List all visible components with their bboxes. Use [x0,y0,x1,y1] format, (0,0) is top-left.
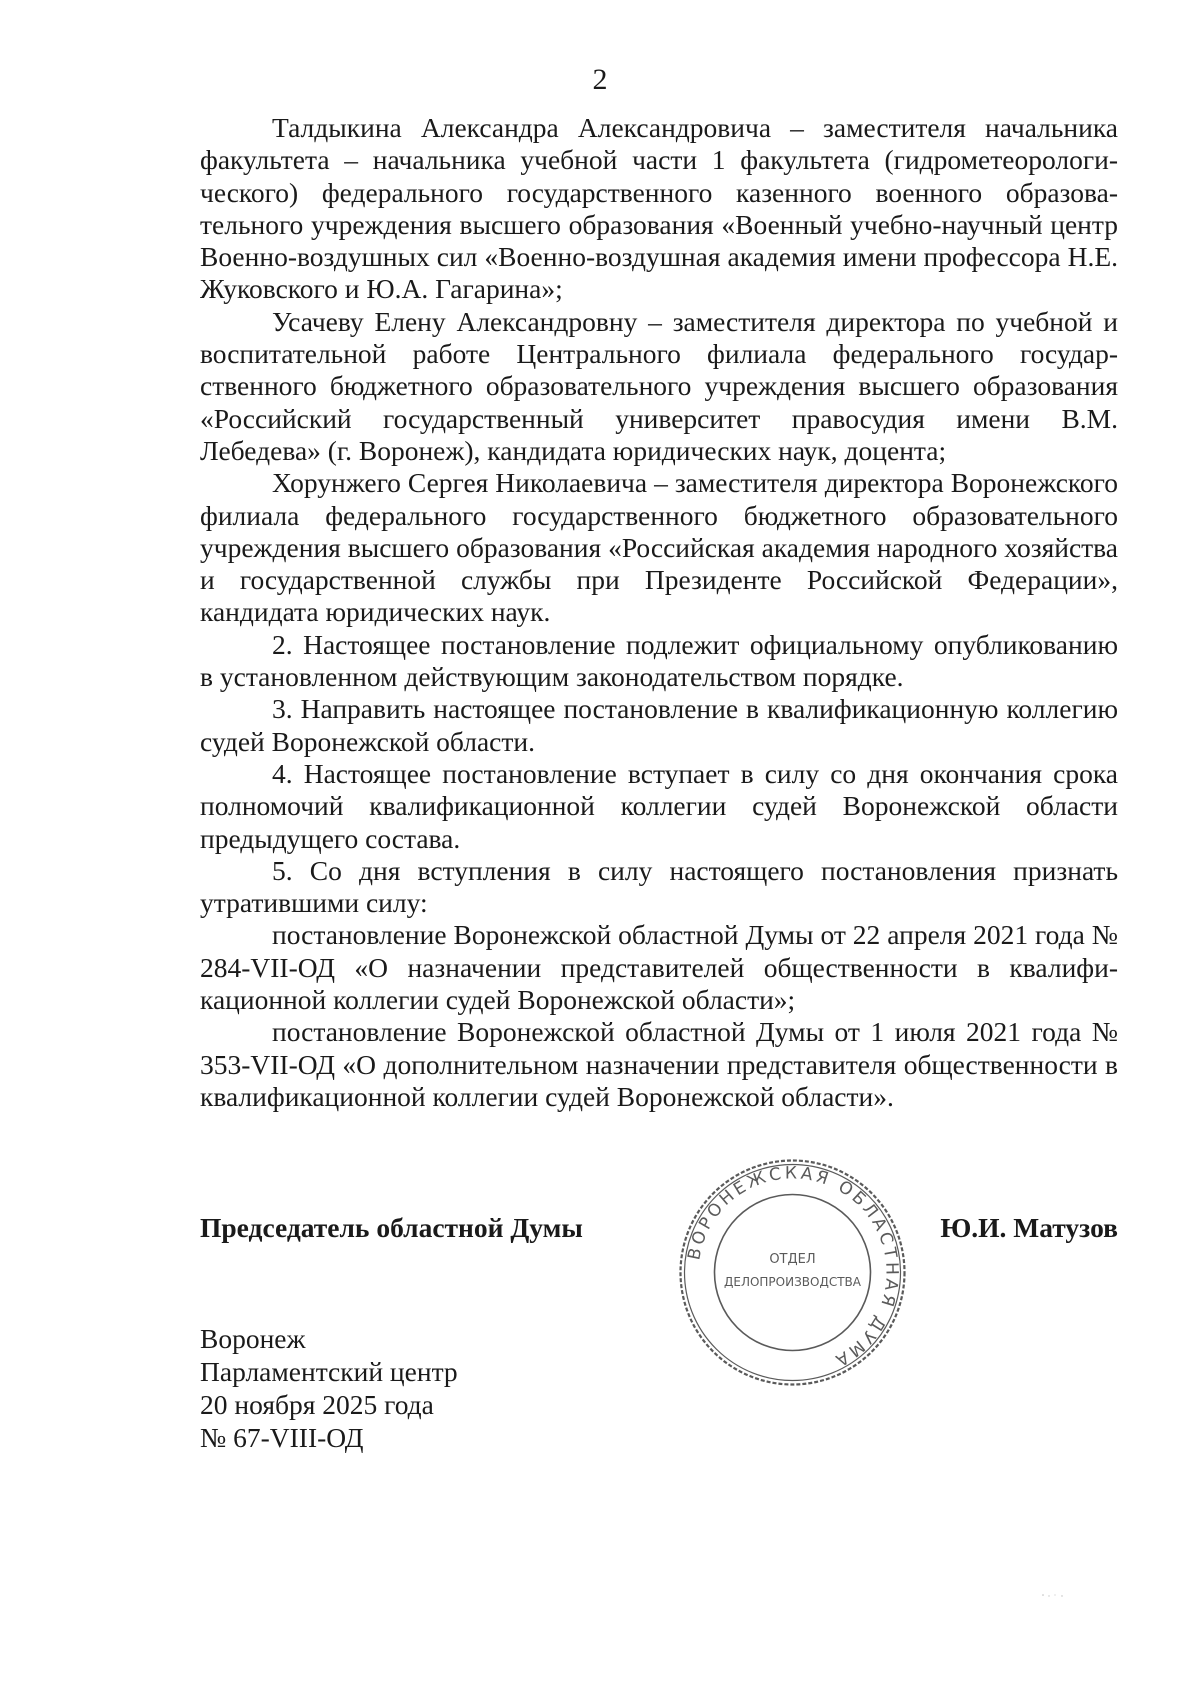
paragraph-item-4: 4. Настоящее постановление вступает в силу со дня окончания срока полномочий квалификационной коллегии судей Воронежской области предыдущего состава. [200,757,1118,854]
paragraph-item-5: 5. Со дня вступления в силу настоящего постановления признать утратившими силу: [200,854,1118,919]
stamp-ring-text: ВОРОНЕЖСКАЯ ОБЛАСТНАЯ ДУМА [684,1163,902,1372]
document-footer [200,1322,458,1454]
signatory-title: Председатель областной Думы [200,1212,583,1243]
paragraph-repeal-2: постановление Воронежской областной Думы от 1 июля 2021 года № 353-VII-ОД «О дополнительном назначении представителя общественности в квалификационной коллегии судей Воронежской области». [200,1016,1118,1112]
page-number: 2 [592,63,608,96]
signature-row [200,1206,1118,1256]
paragraph-item-3: 3. Направить настоящее постановление в квалификационную коллегию судей Воронежской области. [200,693,1118,757]
document-body [200,112,1118,1113]
stamp-line-1: ОТДЕЛ [769,1252,816,1267]
paragraph-taldykin: Талдыкина Александра Александровича – заместителя начальника факультета – начальника учебной части 1 факультета (гидрометеорологического) федерального государственного казенного военного образовательного учреждения высшего образования «Военный учебно-научный центр Военно-воздушных сил «Военно-воздушная академия имени профессора Н.Е. Жуковского и Ю.А. Гагарина»; [200,112,1118,305]
paragraph-usacheva: Усачеву Елену Александровну – заместителя директора по учебной и воспитательной работе Центрального филиала федерального государственного бюджетного образовательного учреждения высшего образования «Российский государственный университет правосудия имени В.М. Лебедева» (г. Воронеж), кандидата юридических наук, доцента; [200,305,1118,466]
stamp-line-2: ДЕЛОПРОИЗВОДСТВА [723,1275,862,1289]
paragraph-item-2: 2. Настоящее постановление подлежит официальному опубликованию в установленном действующим законодательством порядке. [200,628,1118,693]
paragraph-khorunzhiy: Хорунжего Сергея Николаевича – заместителя директора Воронежского филиала федерального государственного бюджетного образовательного учреждения высшего образования «Российская академия народного хозяйства и государственной службы при Президенте Российской Федерации», кандидата юридических наук. [200,467,1118,628]
footer-date: 20 ноября 2025 года [200,1389,434,1420]
paragraph-repeal-1: постановление Воронежской областной Думы от 22 апреля 2021 года № 284-VII-ОД «О назначении представителей общественности в квалификационной коллегии судей Воронежской области»; [200,919,1118,1016]
official-stamp-icon [675,1155,910,1390]
footer-number: № 67-VIII-ОД [200,1422,364,1453]
signatory-name: Ю.И. Матузов [940,1212,1118,1243]
scan-speck-icon [1040,1592,1066,1598]
footer-city: Воронеж [200,1323,306,1354]
footer-place: Парламентский центр [200,1356,458,1387]
